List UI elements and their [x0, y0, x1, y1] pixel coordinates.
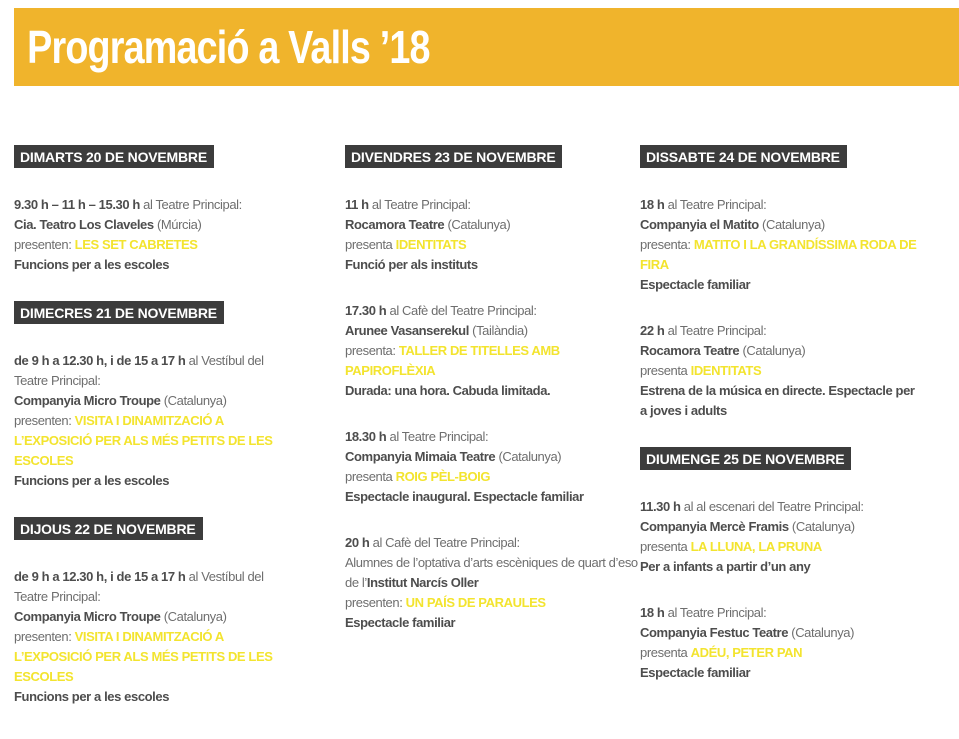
column-3: [640, 145, 945, 709]
event-line: [345, 533, 640, 553]
text-segment: ESCOLES: [14, 669, 74, 684]
text-segment: (Catalunya): [791, 519, 855, 534]
date-section: [14, 301, 345, 491]
event-line: [640, 537, 945, 557]
text-segment: L’EXPOSICIÓ PER ALS MÉS PETITS DE LES: [14, 649, 273, 664]
text-segment: 9.30 h – 11 h – 15.30 h: [14, 197, 144, 212]
text-segment: Rocamora Teatre: [640, 343, 743, 358]
text-segment: Teatre Principal:: [14, 589, 101, 604]
event-line: [345, 195, 640, 215]
date-badge: DIVENDRES 23 DE NOVEMBRE: [345, 145, 562, 168]
event-line: [14, 667, 345, 687]
text-segment: L’EXPOSICIÓ PER ALS MÉS PETITS DE LES: [14, 433, 273, 448]
column-2: [345, 145, 640, 659]
event-line: [14, 351, 345, 371]
title-banner: [14, 8, 959, 86]
event-line: [640, 623, 945, 643]
event: [14, 351, 345, 491]
text-segment: LES SET CABRETES: [74, 237, 198, 252]
event-line: [640, 195, 945, 215]
text-segment: Durada: una hora. Cabuda limitada.: [345, 383, 551, 398]
text-segment: (Catalunya): [447, 217, 511, 232]
date-section: [14, 145, 345, 275]
date-badge: DISSABTE 24 DE NOVEMBRE: [640, 145, 847, 168]
event-line: [640, 643, 945, 663]
event: [345, 533, 640, 633]
page-title: Programació a Valls ’18: [27, 21, 430, 73]
event-line: [640, 341, 945, 361]
event-line: [345, 301, 640, 321]
date-badge: DIMECRES 21 DE NOVEMBRE: [14, 301, 224, 324]
text-segment: Funció per als instituts: [345, 257, 478, 272]
text-segment: al al escenari del Teatre Principal:: [683, 499, 864, 514]
text-segment: 18 h: [640, 197, 668, 212]
event-line: [14, 471, 345, 491]
text-segment: (Catalunya): [498, 449, 562, 464]
text-segment: al Teatre Principal:: [667, 197, 767, 212]
text-segment: presenta: [345, 237, 396, 252]
text-segment: FIRA: [640, 257, 669, 272]
event-line: [14, 371, 345, 391]
event-line: [345, 215, 640, 235]
text-segment: presenten:: [345, 595, 406, 610]
text-segment: ADÉU, PETER PAN: [690, 645, 803, 660]
text-segment: 18 h: [640, 605, 668, 620]
text-segment: Institut Narcís Oller: [366, 575, 479, 590]
text-segment: 11.30 h: [640, 499, 684, 514]
date-section: [14, 517, 345, 707]
event: [14, 567, 345, 707]
text-segment: presenta: [640, 645, 691, 660]
event-line: [14, 687, 345, 707]
text-segment: (Catalunya): [163, 393, 227, 408]
event-line: [640, 557, 945, 577]
text-segment: al Cafè del Teatre Principal:: [372, 535, 520, 550]
event-line: [345, 381, 640, 401]
text-segment: 17.30 h: [345, 303, 390, 318]
event-line: [640, 603, 945, 623]
text-segment: 20 h: [345, 535, 373, 550]
text-segment: (Catalunya): [163, 609, 227, 624]
event-line: [640, 381, 945, 401]
text-segment: presenten:: [14, 629, 75, 644]
event-line: [14, 647, 345, 667]
text-segment: (Catalunya): [791, 625, 855, 640]
event-line: [640, 517, 945, 537]
event-line: [14, 391, 345, 411]
text-segment: Companyia Micro Troupe: [14, 393, 164, 408]
event-line: [640, 361, 945, 381]
event-line: [345, 487, 640, 507]
text-segment: PAPIROFLÈXIA: [345, 363, 436, 378]
event-line: [14, 215, 345, 235]
event: [345, 195, 640, 275]
text-segment: al Teatre Principal:: [371, 197, 471, 212]
text-segment: al Teatre Principal:: [143, 197, 242, 212]
event-line: [640, 215, 945, 235]
text-segment: Companyia Micro Troupe: [14, 609, 164, 624]
text-segment: Companyia Mimaia Teatre: [345, 449, 499, 464]
text-segment: al Vestíbul del: [188, 569, 264, 584]
event: [640, 195, 945, 295]
text-segment: al Vestíbul del: [188, 353, 264, 368]
event-line: [345, 321, 640, 341]
text-segment: presenten:: [14, 413, 75, 428]
text-segment: TALLER DE TITELLES AMB: [398, 343, 560, 358]
text-segment: Teatre Principal:: [14, 373, 101, 388]
event-line: [14, 411, 345, 431]
event-line: [640, 255, 945, 275]
text-segment: de 9 h a 12.30 h, i de 15 a 17 h: [14, 353, 189, 368]
text-segment: IDENTITATS: [395, 237, 467, 252]
event-line: [640, 235, 945, 255]
event: [14, 195, 345, 275]
date-section: [345, 145, 640, 633]
event: [345, 301, 640, 401]
text-segment: presenta:: [345, 343, 399, 358]
event-line: [14, 627, 345, 647]
event-line: [345, 467, 640, 487]
text-segment: (Catalunya): [742, 343, 806, 358]
text-segment: Alumnes de l’optativa d’arts escèniques de quart d’eso: [345, 555, 638, 570]
event-line: [14, 255, 345, 275]
date-section: [640, 145, 945, 421]
event-line: [14, 451, 345, 471]
event: [640, 497, 945, 577]
text-segment: Companyia Festuc Teatre: [640, 625, 792, 640]
text-segment: presenta: [345, 469, 396, 484]
text-segment: 22 h: [640, 323, 668, 338]
text-segment: Funcions per a les escoles: [14, 689, 170, 704]
text-segment: ROIG PÈL-BOIG: [395, 469, 491, 484]
text-segment: a joves i adults: [640, 403, 727, 418]
text-segment: al Teatre Principal:: [667, 323, 767, 338]
event-line: [640, 663, 945, 683]
date-badge: DIJOUS 22 DE NOVEMBRE: [14, 517, 203, 540]
text-segment: al Cafè del Teatre Principal:: [389, 303, 537, 318]
event-line: [14, 431, 345, 451]
text-segment: 18.30 h: [345, 429, 390, 444]
text-segment: (Múrcia): [156, 217, 202, 232]
event-line: [640, 275, 945, 295]
text-segment: UN PAÍS DE PARAULES: [405, 595, 546, 610]
text-segment: presenta: [640, 363, 691, 378]
text-segment: Estrena de la música en directe. Espectacle per: [640, 383, 915, 398]
event: [640, 321, 945, 421]
text-segment: ESCOLES: [14, 453, 74, 468]
event-line: [640, 497, 945, 517]
text-segment: de 9 h a 12.30 h, i de 15 a 17 h: [14, 569, 189, 584]
text-segment: presenta: [640, 539, 691, 554]
text-segment: Espectacle familiar: [640, 665, 751, 680]
text-segment: Companyia Mercè Framis: [640, 519, 792, 534]
text-segment: (Tailàndia): [472, 323, 528, 338]
text-segment: Espectacle inaugural. Espectacle familiar: [345, 489, 584, 504]
text-segment: de l’: [345, 575, 367, 590]
text-segment: (Catalunya): [762, 217, 825, 232]
date-badge: DIUMENGE 25 DE NOVEMBRE: [640, 447, 851, 470]
event-line: [345, 361, 640, 381]
date-badge: DIMARTS 20 DE NOVEMBRE: [14, 145, 214, 168]
event-line: [14, 567, 345, 587]
text-segment: LA LLUNA, LA PRUNA: [690, 539, 822, 554]
event-line: [640, 401, 945, 421]
event-line: [14, 235, 345, 255]
text-segment: al Teatre Principal:: [389, 429, 489, 444]
text-segment: Per a infants a partir d’un any: [640, 559, 811, 574]
program-page: [0, 8, 959, 733]
text-segment: Arunee Vasanserekul: [345, 323, 473, 338]
event: [640, 603, 945, 683]
event-line: [345, 573, 640, 593]
event-line: [345, 255, 640, 275]
text-segment: IDENTITATS: [690, 363, 762, 378]
text-segment: Funcions per a les escoles: [14, 473, 170, 488]
text-segment: Rocamora Teatre: [345, 217, 448, 232]
event-line: [640, 321, 945, 341]
text-segment: 11 h: [345, 197, 372, 212]
text-segment: Companyia el Matito: [640, 217, 763, 232]
event-line: [345, 553, 640, 573]
text-segment: presenta:: [640, 237, 694, 252]
text-segment: Espectacle familiar: [640, 277, 751, 292]
column-1: [14, 145, 345, 733]
text-segment: Espectacle familiar: [345, 615, 456, 630]
event-line: [14, 587, 345, 607]
event: [345, 427, 640, 507]
date-section: [640, 447, 945, 683]
text-segment: VISITA I DINAMITZACIÓ A: [74, 413, 224, 428]
text-segment: al Teatre Principal:: [667, 605, 767, 620]
event-line: [345, 235, 640, 255]
columns: [0, 86, 959, 733]
event-line: [345, 593, 640, 613]
event-line: [14, 195, 345, 215]
text-segment: Cia. Teatro Los Claveles: [14, 217, 157, 232]
event-line: [345, 613, 640, 633]
text-segment: MATITO I LA GRANDÍSSIMA RODA DE: [693, 237, 917, 252]
event-line: [14, 607, 345, 627]
text-segment: Funcions per a les escoles: [14, 257, 170, 272]
text-segment: presenten:: [14, 237, 75, 252]
event-line: [345, 447, 640, 467]
event-line: [345, 427, 640, 447]
text-segment: VISITA I DINAMITZACIÓ A: [74, 629, 224, 644]
event-line: [345, 341, 640, 361]
